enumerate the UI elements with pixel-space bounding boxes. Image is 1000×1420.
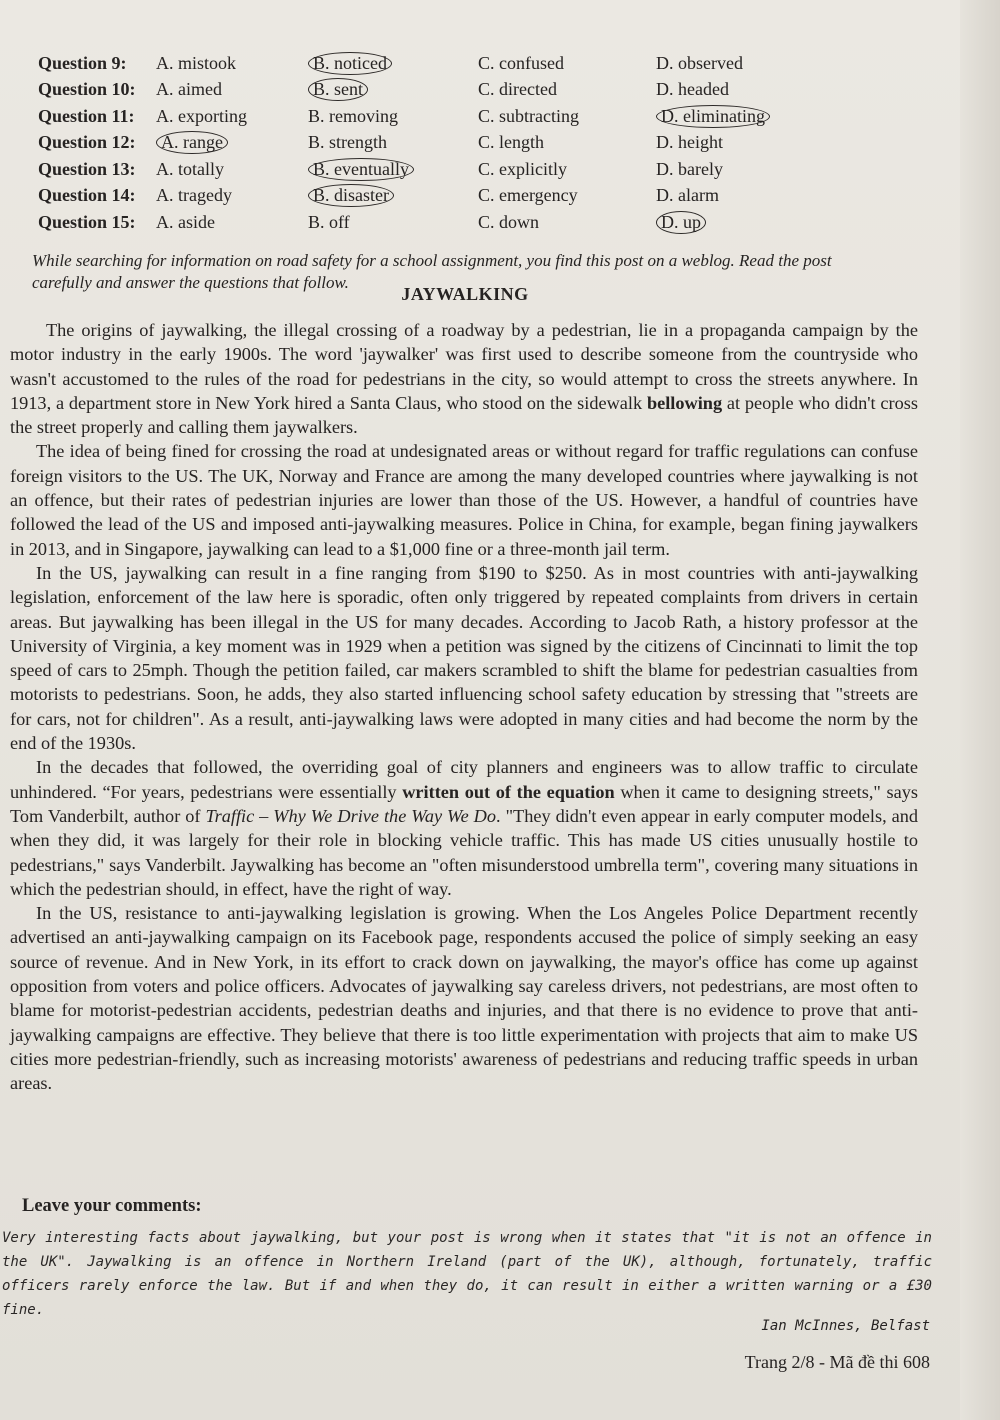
answer-options-grid <box>38 50 818 236</box>
bold-term: bellowing <box>646 392 723 413</box>
circled-answer: B. eventually <box>308 158 414 181</box>
option-d <box>656 105 816 128</box>
question-row <box>38 183 818 210</box>
option-d: D. barely <box>656 158 723 179</box>
option-c: C. directed <box>478 79 557 100</box>
option-b: B. removing <box>308 105 398 126</box>
circled-answer: B. sent <box>308 78 368 101</box>
question-label: Question 10: <box>38 79 136 100</box>
paragraph-text: when it came to designing streets," says Tom Vanderbilt, author of <box>10 781 918 826</box>
question-row <box>38 130 818 157</box>
question-label: Question 12: <box>38 132 136 153</box>
bold-term: written out of the equation <box>402 781 615 802</box>
option-b <box>308 78 478 101</box>
option-c: C. confused <box>478 52 564 73</box>
paragraph: The idea of being fined for crossing the road at undesignated areas or without regard for traffic regulations can confuse foreign visitors to the US. The UK, Norway and France are among the many developed countries where jaywalking is not an offence, but their rates of pedestrian injuries are lower than those of the US. However, a handful of countries have followed the lead of the US and imposed anti-jaywalking measures. Police in China, for example, began fining jaywalkers in 2013, and in Singapore, jaywalking can lead to a $1,000 fine or a three-month jail term. <box>10 441 918 559</box>
option-b: B. off <box>308 211 350 232</box>
option-c: C. explicitly <box>478 158 567 179</box>
paragraph <box>10 318 918 439</box>
paragraph: In the US, jaywalking can result in a fine ranging from $190 to $250. As in most countries with anti-jaywalking legislation, enforcement of the law here is sporadic, often only triggered by repeated complaints from drivers in certain areas. But jaywalking has been illegal in the US for many decades. According to Jacob Rath, a history professor at the University of Virginia, a key moment was in 1929 when a petition was signed by the citizens of Cincinnati to limit the top speed of cars to 25mph. Though the petition failed, car makers scrambled to shift the blame for pedestrian casualties from motorists to pedestrians. Soon, he adds, they also started influencing school safety education by stressing that "streets are for cars, not for children". As a result, anti-jaywalking laws were adopted in many cities and had become the norm by the end of the 1930s. <box>10 562 918 754</box>
option-c: C. length <box>478 132 544 153</box>
reading-instructions: While searching for information on road safety for a school assignment, you find this post on a weblog. Read the post carefully and answer the questions that follow. <box>32 251 832 292</box>
question-label: Question 14: <box>38 185 136 206</box>
page-edge-shadow <box>960 0 1000 1420</box>
paragraph-text: The origins of jaywalking, the illegal crossing of a roadway by a pedestrian, lie in a propaganda campaign by the motor industry in the early 1900s. The word 'jaywalker' was first used to describe someone from the countryside who wasn't accustomed to the rules of the road for pedestrians in the city, so would attempt to cross the streets anywhere. In 1913, a department store in New York hired a Santa Claus, who stood on the sidewalk <box>10 320 918 413</box>
option-a: A. mistook <box>156 52 237 73</box>
option-d: D. headed <box>656 79 729 100</box>
paragraph <box>10 755 918 901</box>
option-d: D. alarm <box>656 185 719 206</box>
question-row <box>38 77 818 104</box>
paragraph: In the US, resistance to anti-jaywalking legislation is growing. When the Los Angeles Police Department recently advertised an anti-jaywalking campaign on its Facebook page, respondents accused the police of simply seeking an easy source of revenue. And in New York, in its effort to crack down on jaywalking, the mayor's office has come up against opposition from voters and police officers. Advocates of jaywalking say careless drivers, not pedestrians, are most often to blame for motorist-pedestrian accidents, pedestrian deaths and injuries, and that there is no evidence to prove that anti-jaywalking campaigns are effective. They believe that there is too little experimentation with projects that aim to make US cities more pedestrian-friendly, such as increasing motorists' awareness of pedestrians and reducing traffic speeds in urban areas. <box>10 903 918 1094</box>
option-b <box>308 158 478 181</box>
option-c: C. down <box>478 211 540 232</box>
paragraph-text: at people who didn't cross the street properly and calling them jaywalkers. <box>10 392 918 438</box>
circled-answer: B. disaster <box>308 184 394 207</box>
page-footer: Trang 2/8 - Mã đề thi 608 <box>744 1352 930 1372</box>
option-c: C. subtracting <box>478 105 579 126</box>
comment-signature: Ian McInnes, Belfast <box>761 1318 930 1334</box>
option-d: D. height <box>656 132 723 153</box>
option-a: A. aside <box>156 211 215 232</box>
question-label: Question 9: <box>38 52 127 73</box>
option-a <box>156 131 308 154</box>
option-a: A. totally <box>156 158 224 179</box>
reader-comment: Very interesting facts about jaywalking, but your post is wrong when it states that "it is not an offence in the UK". Jaywalking is an offence in Northern Ireland (part of the UK), although, fortunately, traffic officers rarely enforce the law. But if and when they do, it can result in either a written warning or a £30 fine. <box>2 1230 932 1318</box>
question-label: Question 13: <box>38 158 136 179</box>
book-title: Traffic – Why We Drive the Way We Do <box>205 805 497 826</box>
question-row <box>38 209 818 236</box>
option-c: C. emergency <box>478 185 578 206</box>
article-title: JAYWALKING <box>401 284 529 304</box>
circled-answer: D. up <box>656 211 706 234</box>
question-label: Question 15: <box>38 211 136 232</box>
option-d: D. observed <box>656 52 743 73</box>
paragraph-text: . "They didn't even appear in early computer models, and when they did, it was largely for their role in blocking vehicle traffic. This has made US cities unusually hostile to pedestrians," says Vanderbilt. Jaywalking has become an "often misunderstood umbrella term", covering many situations in which the pedestrian should, in effect, have the right of way. <box>10 805 919 899</box>
article-body <box>10 318 918 1096</box>
circled-answer: D. eliminating <box>656 105 770 128</box>
question-label: Question 11: <box>38 105 135 126</box>
option-b <box>308 184 478 207</box>
comments-heading: Leave your comments: <box>22 1196 202 1216</box>
option-d <box>656 211 816 234</box>
option-b: B. strength <box>308 132 387 153</box>
paragraph-text: In the decades that followed, the overriding goal of city planners and engineers was to allow traffic to circulate unhindered. “For years, pedestrians were essentially <box>10 757 918 802</box>
option-a: A. aimed <box>156 79 222 100</box>
question-row <box>38 103 818 130</box>
option-a: A. exporting <box>156 105 247 126</box>
circled-answer: A. range <box>156 131 228 154</box>
question-row <box>38 50 818 77</box>
question-row <box>38 156 818 183</box>
option-a: A. tragedy <box>156 185 232 206</box>
circled-answer: B. noticed <box>308 52 392 75</box>
option-b <box>308 52 478 75</box>
